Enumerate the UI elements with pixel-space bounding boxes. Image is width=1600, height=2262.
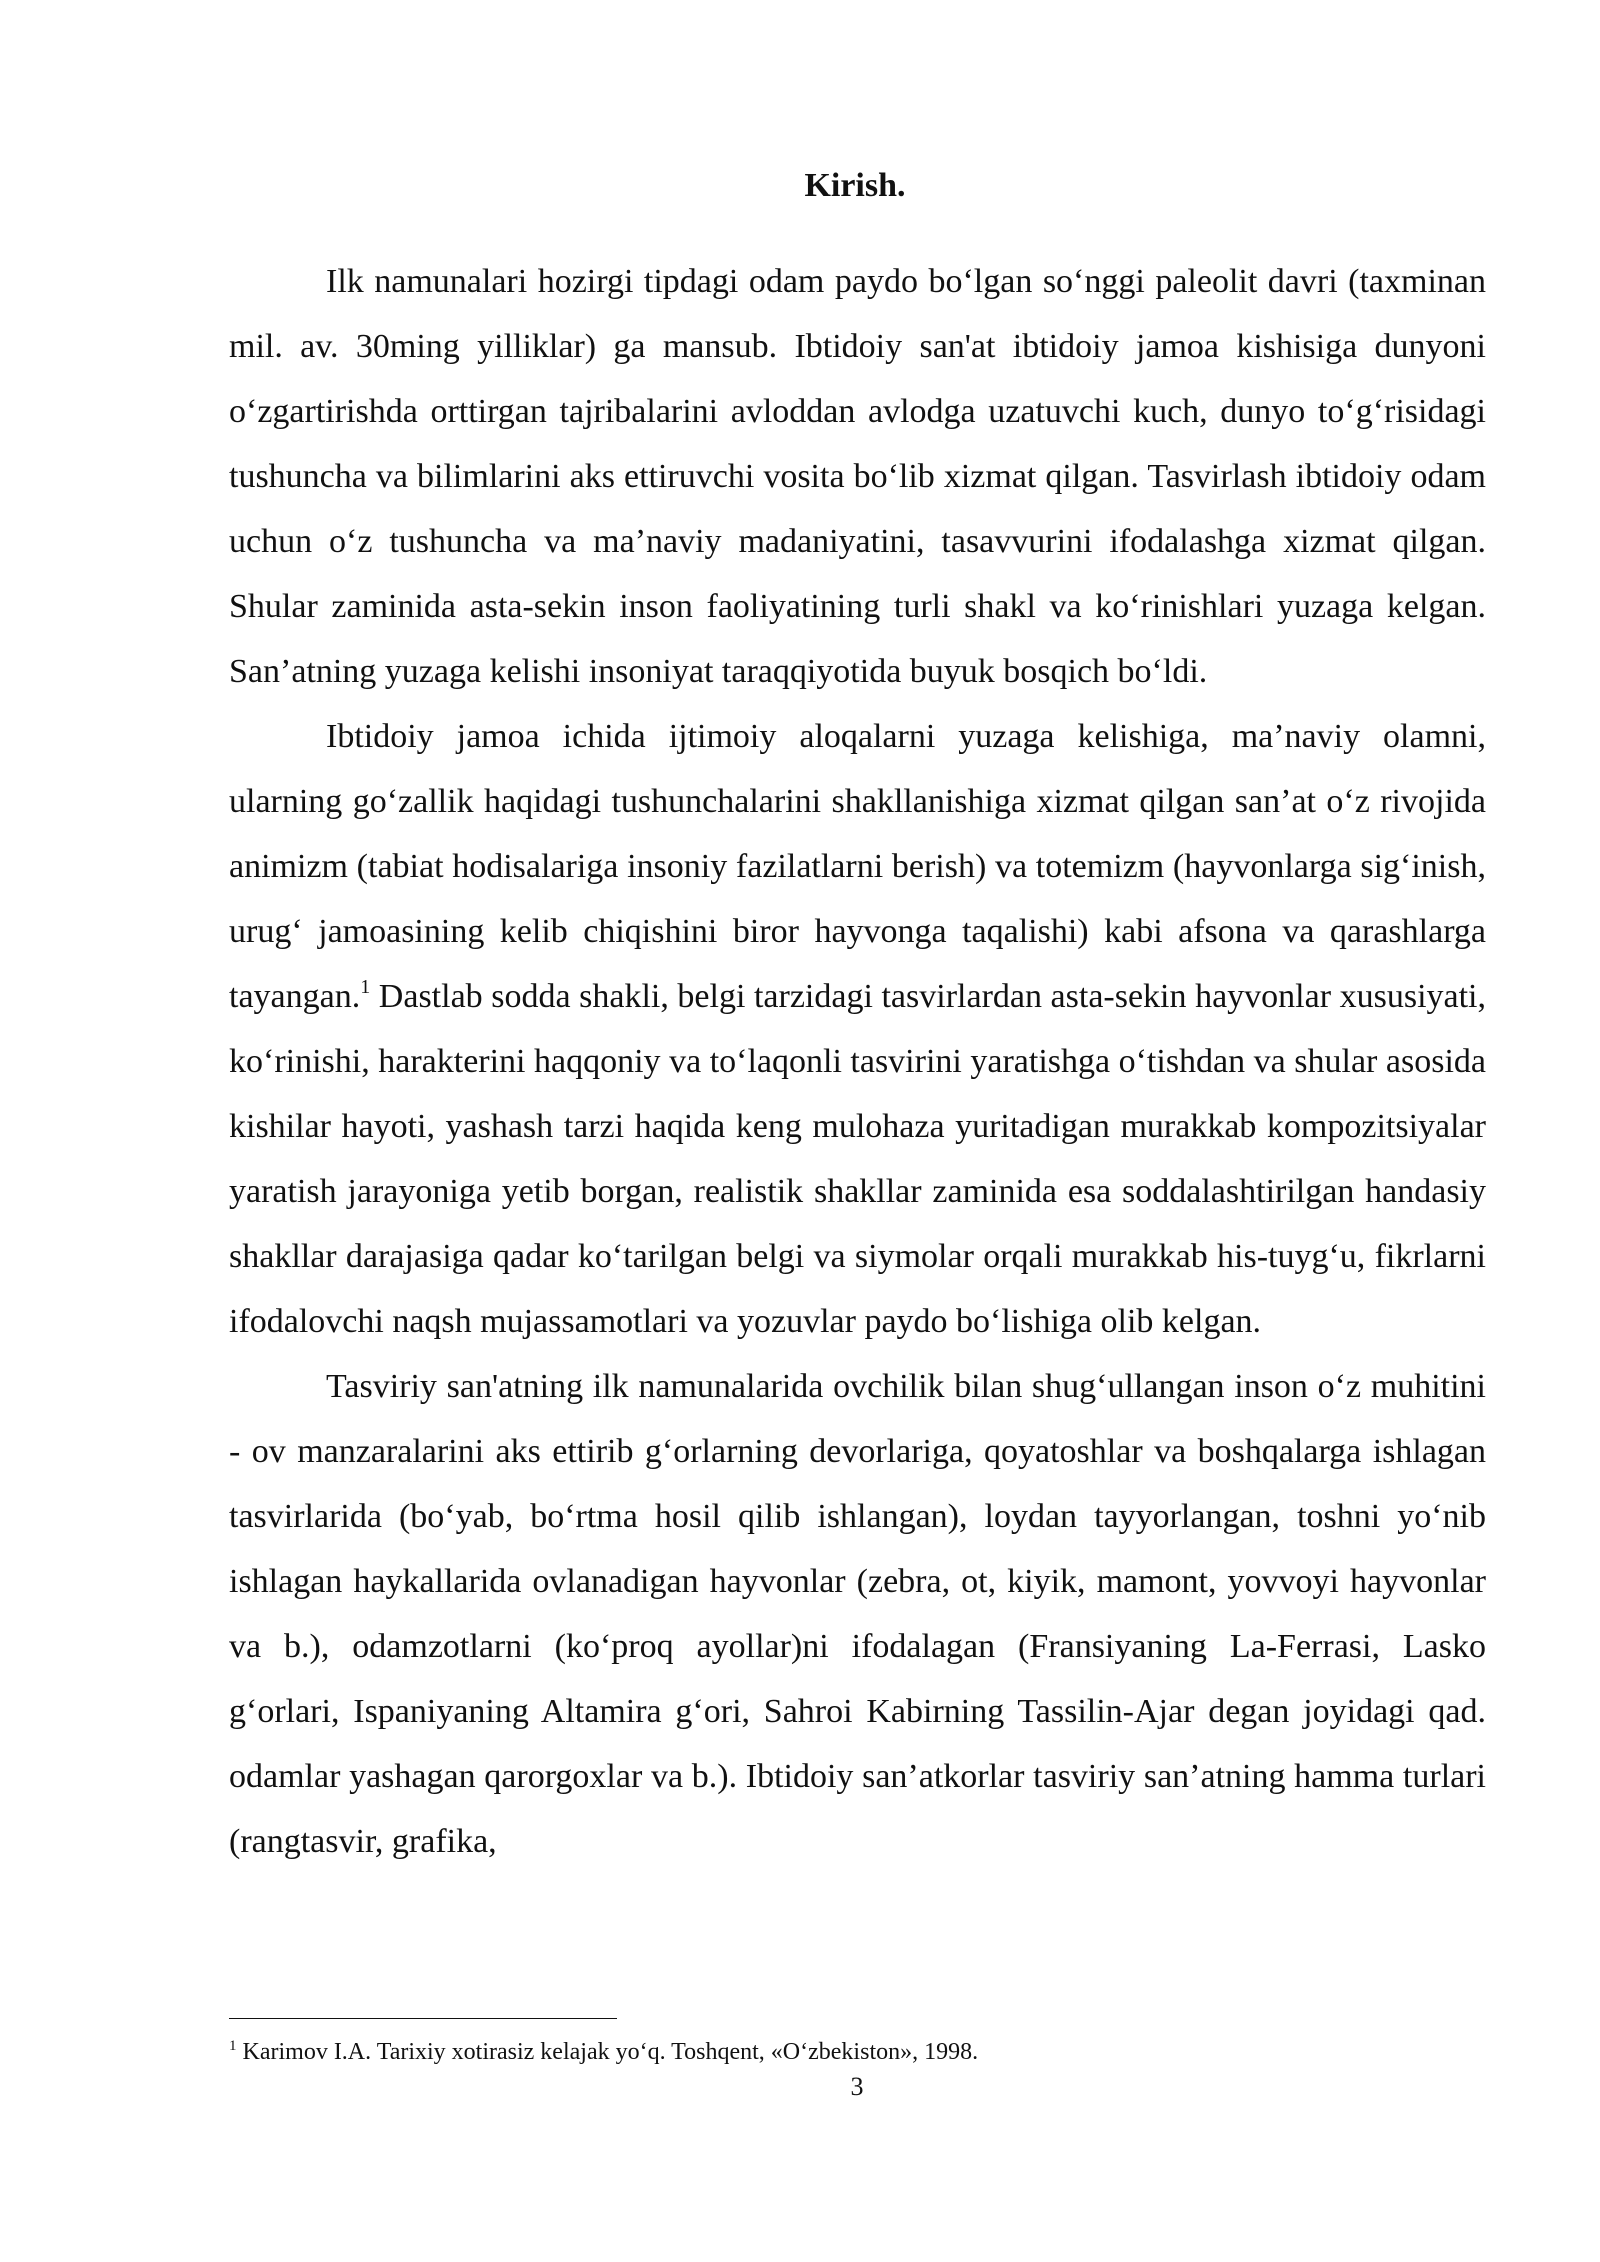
section-heading: Kirish. [804, 167, 906, 204]
footnote-text: Karimov I.A. Tarixiy xotirasiz kelajak yo‘q. Toshqent, «O‘zbekiston», 1998. [242, 2039, 979, 2065]
paragraph-2-text-before-ref: Ibtidoiy jamoa ichida ijtimoiy aloqalarni yuzaga kelishiga, ma’naviy olamni, ularning go‘zallik haqidagi tushunchalarini shakllanishiga xizmat qilgan san’at o‘z rivojida animizm (tabiat hodisalariga insoniy fazilatlarni berish) va totemizm (hayvonlarga sig‘inish, urug‘ jamoasining kelib chiqishini biror hayvonga taqalishi) kabi afsona va qarashlarga tayangan. [229, 718, 1486, 1015]
footnote [229, 2036, 1486, 2068]
paragraph-2-text-after-ref: Dastlab sodda shakli, belgi tarzidagi tasvirlardan asta-sekin hayvonlar xususiyati, ko‘rinishi, harakterini haqqoniy va to‘laqonli tasvirini yaratishga o‘tishdan va shular asosida kishilar hayoti, yashash tarzi haqida keng mulohaza yuritadigan murakkab kompozitsiyalar yaratish jarayoniga yetib borgan, realistik shakllar zaminida esa soddalashtirilgan handasiy shakllar darajasiga qadar ko‘tarilgan belgi va siymolar orqali murakkab his-tuyg‘u, fikrlarni ifodalovchi naqsh mujassamotlari va yozuvlar paydo bo‘lishiga olib kelgan. [229, 978, 1486, 1340]
body-text [229, 249, 1486, 1874]
footnote-separator [229, 2018, 617, 2019]
paragraph-3: Tasviriy san'atning ilk namunalarida ovchilik bilan shug‘ullangan inson o‘z muhitini - ov manzaralarini aks ettirib g‘orlarning devorlariga, qoyatoshlar va boshqalarga ishlagan tasvirlarida (bo‘yab, bo‘rtma hosil qilib ishlangan), loydan tayyorlangan, toshni yo‘nib ishlagan haykallarida ovlanadigan hayvonlar (zebra, ot, kiyik, mamont, yovvoyi hayvonlar va b.), odamzotlarni (ko‘proq ayollar)ni ifodalagan (Fransiyaning La-Ferrasi, Lasko g‘orlari, Ispaniyaning Altamira g‘ori, Sahroi Kabirning Tassilin-Ajar degan joyidagi qad. odamlar yashagan qarorgoxlar va b.). Ibtidoiy san’atkorlar tasviriy san’atning hamma turlari (rangtasvir, grafika, [229, 1368, 1486, 1860]
footnote-mark: 1 [229, 2038, 237, 2054]
page-number: 3 [850, 2072, 864, 2101]
footnote-reference: 1 [360, 975, 371, 998]
paragraph-1: Ilk namunalari hozirgi tipdagi odam paydo bo‘lgan so‘nggi paleolit davri (taxminan mil. av. 30ming yilliklar) ga mansub. Ibtidoiy san'at ibtidoiy jamoa kishisiga dunyoni o‘zgartirishda orttirgan tajribalarini avloddan avlodga uzatuvchi kuch, dunyo to‘g‘risidagi tushuncha va bilimlarini aks ettiruvchi vosita bo‘lib xizmat qilgan. Tasvirlash ibtidoiy odam uchun o‘z tushuncha va ma’naviy madaniyatini, tasavvurini ifodalashga xizmat qilgan. Shular zaminida asta-sekin inson faoliyatining turli shakl va ko‘rinishlari yuzaga kelgan. San’atning yuzaga kelishi insoniyat taraqqiyotida buyuk bosqich bo‘ldi. [229, 263, 1486, 690]
paragraph-2 [229, 704, 1486, 1354]
